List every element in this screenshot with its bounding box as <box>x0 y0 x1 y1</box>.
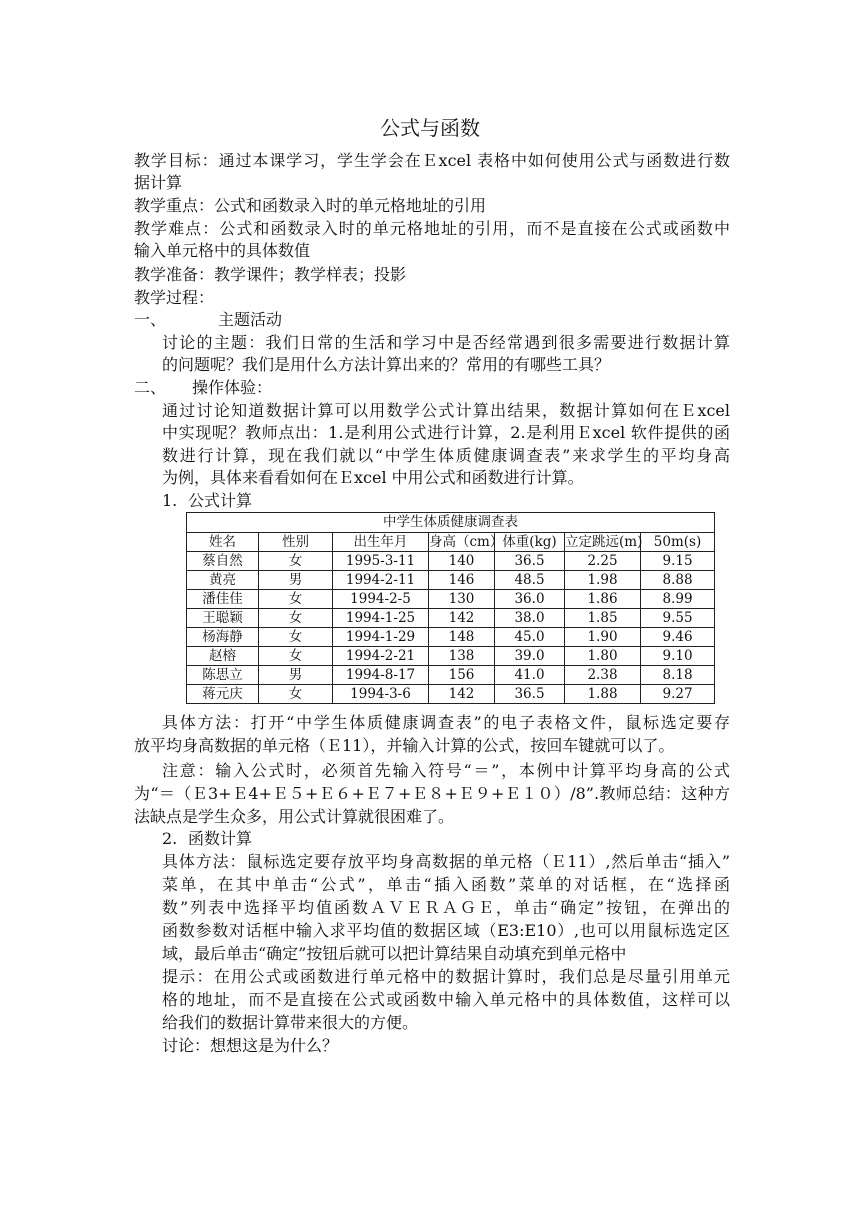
discussion-line-2: 的问题呢？我们是用什么方法计算出来的？常用的有哪些工具？ <box>162 355 611 374</box>
header-birth-date: 出生年月 <box>333 533 429 552</box>
cell-birth-date: 1994-2-21 <box>333 647 429 666</box>
cell-weight: 41.0 <box>495 666 565 685</box>
cell-weight: 48.5 <box>495 571 565 590</box>
cell-long-jump: 1.90 <box>565 628 641 647</box>
note-line-1: 注意：输入公式时，必须首先输入符号“＝”，本例中计算平均身高的公式 <box>162 761 730 780</box>
cell-birth-date: 1994-2-11 <box>333 571 429 590</box>
method-2-line-4: 函数参数对话框中输入求平均值的数据区域（E3:E10）,也可以用鼠标选定区 <box>162 921 730 940</box>
cell-gender: 女 <box>259 685 333 704</box>
cell-long-jump: 1.85 <box>565 609 641 628</box>
section-2-number: 二、 <box>134 378 167 397</box>
cell-weight: 39.0 <box>495 647 565 666</box>
cell-50m: 9.10 <box>641 647 715 666</box>
cell-height: 148 <box>429 628 495 647</box>
cell-name: 赵榕 <box>187 647 259 666</box>
method-2-line-5: 域，最后单击“确定”按钮后就可以把计算结果自动填充到单元格中 <box>162 944 627 963</box>
note-line-2: 为“＝（Ｅ3+Ｅ4+Ｅ５+Ｅ６+Ｅ７+Ｅ８+Ｅ９+Ｅ１０）/8”.教师总结：这种方 <box>134 784 730 803</box>
table-header-row <box>187 533 715 552</box>
operation-line-2: 中实现呢？教师点出：1.是利用公式进行计算，2.是利用Ｅxcel 软件提供的函 <box>162 423 730 442</box>
method-2-line-3: 数”列表中选择平均值函数ＡＶＥＲＡＧＥ，单击“确定”按钮，在弹出的 <box>162 898 730 917</box>
table-row <box>187 571 715 590</box>
cell-height: 156 <box>429 666 495 685</box>
operation-line-3: 数进行计算，现在我们就以“中学生体质健康调查表”来求学生的平均身高 <box>162 446 730 465</box>
cell-long-jump: 2.25 <box>565 552 641 571</box>
tip-line-3: 给我们的数据计算带来很大的方便。 <box>162 1013 419 1032</box>
operation-line-4: 为例，具体来看看如何在Ｅxcel 中用公式和函数进行计算。 <box>162 468 584 487</box>
method-1-line-2: 放平均身高数据的单元格（Ｅ11），并输入计算的公式，按回车键就可以了。 <box>134 736 675 755</box>
cell-name: 王聪颖 <box>187 609 259 628</box>
table-row <box>187 609 715 628</box>
cell-long-jump: 1.88 <box>565 685 641 704</box>
cell-long-jump: 1.80 <box>565 647 641 666</box>
header-height: 身高（cm） <box>429 533 504 550</box>
cell-name: 蒋元庆 <box>187 685 259 704</box>
cell-weight: 45.0 <box>495 628 565 647</box>
cell-gender: 男 <box>259 571 333 590</box>
table-row <box>187 685 715 704</box>
cell-birth-date: 1994-3-6 <box>333 685 429 704</box>
cell-50m: 9.46 <box>641 628 715 647</box>
teaching-difficulty-line-2: 输入单元格中的具体数值 <box>134 241 311 260</box>
table-row <box>187 628 715 647</box>
discussion-line-1: 讨论的主题：我们日常的生活和学习中是否经常遇到很多需要进行数据计算 <box>162 333 730 352</box>
cell-name: 陈思立 <box>187 666 259 685</box>
header-50m: 50m(s) <box>641 533 715 552</box>
cell-gender: 女 <box>259 552 333 571</box>
section-1-number: 一、 <box>134 310 167 329</box>
cell-height: 138 <box>429 647 495 666</box>
cell-name: 杨海静 <box>187 628 259 647</box>
tip-line-2: 格的地址，而不是直接在公式或函数中输入单元格中的具体数值，这样可以 <box>162 990 730 1009</box>
method-2-line-1: 具体方法：鼠标选定要存放平均身高数据的单元格（Ｅ11）,然后单击“插入” <box>162 852 730 871</box>
cell-name: 黄亮 <box>187 571 259 590</box>
teaching-focus: 教学重点：公式和函数录入时的单元格地址的引用 <box>134 196 487 215</box>
page-title: 公式与函数 <box>380 116 480 140</box>
section-1-heading: 主题活动 <box>218 310 283 329</box>
table-row <box>187 552 715 571</box>
cell-gender: 女 <box>259 609 333 628</box>
cell-height: 146 <box>429 571 495 590</box>
cell-name: 蔡自然 <box>187 552 259 571</box>
header-weight: 体重(kg) <box>495 533 565 552</box>
teaching-difficulty-line-1: 教学难点：公式和函数录入时的单元格地址的引用，而不是直接在公式或函数中 <box>134 219 730 238</box>
cell-name: 潘佳佳 <box>187 590 259 609</box>
cell-birth-date: 1994-8-17 <box>333 666 429 685</box>
teaching-preparation: 教学准备：教学课件；教学样表；投影 <box>134 265 407 284</box>
cell-long-jump: 1.86 <box>565 590 641 609</box>
cell-50m: 8.88 <box>641 571 715 590</box>
cell-weight: 36.5 <box>495 685 565 704</box>
cell-weight: 36.5 <box>495 552 565 571</box>
cell-weight: 38.0 <box>495 609 565 628</box>
cell-birth-date: 1994-1-25 <box>333 609 429 628</box>
cell-gender: 男 <box>259 666 333 685</box>
cell-height: 142 <box>429 609 495 628</box>
cell-birth-date: 1995-3-11 <box>333 552 429 571</box>
cell-50m: 9.15 <box>641 552 715 571</box>
cell-birth-date: 1994-1-29 <box>333 628 429 647</box>
cell-50m: 9.55 <box>641 609 715 628</box>
teaching-goal-line-2: 据计算 <box>134 173 183 192</box>
cell-gender: 女 <box>259 628 333 647</box>
cell-gender: 女 <box>259 647 333 666</box>
subsection-1-heading: 公式计算 <box>188 491 253 510</box>
cell-50m: 8.18 <box>641 666 715 685</box>
subsection-2-heading: 函数计算 <box>188 829 253 848</box>
cell-50m: 9.27 <box>641 685 715 704</box>
cell-long-jump: 2.38 <box>565 666 641 685</box>
note-line-3: 法缺点是学生众多，用公式计算就很困难了。 <box>134 807 455 826</box>
cell-birth-date: 1994-2-5 <box>333 590 429 609</box>
cell-height: 140 <box>429 552 495 571</box>
cell-50m: 8.99 <box>641 590 715 609</box>
cell-gender: 女 <box>259 590 333 609</box>
discussion-question: 讨论：想想这是为什么？ <box>162 1036 339 1055</box>
cell-long-jump: 1.98 <box>565 571 641 590</box>
tip-line-1: 提示：在用公式或函数进行单元格中的数据计算时，我们总是尽量引用单元 <box>162 967 730 986</box>
header-name: 姓名 <box>187 533 259 552</box>
teaching-goal-line-1: 教学目标：通过本课学习，学生学会在Ｅxcel 表格中如何使用公式与函数进行数 <box>134 151 730 170</box>
section-2-heading: 操作体验： <box>192 378 273 397</box>
health-survey-table <box>186 512 715 704</box>
table-row <box>187 666 715 685</box>
subsection-1-number: 1. <box>162 491 178 510</box>
cell-weight: 36.0 <box>495 590 565 609</box>
cell-height: 142 <box>429 685 495 704</box>
header-long-jump: 立定跳远(m) <box>565 533 643 550</box>
table-caption: 中学生体质健康调查表 <box>187 513 715 533</box>
table-row <box>187 647 715 666</box>
method-2-line-2: 菜单，在其中单击“公式”，单击“插入函数”菜单的对话框，在“选择函 <box>162 875 730 894</box>
subsection-2-number: 2. <box>162 829 178 848</box>
cell-height: 130 <box>429 590 495 609</box>
table-row <box>187 590 715 609</box>
method-1-line-1: 具体方法：打开“中学生体质健康调查表”的电子表格文件，鼠标选定要存 <box>162 713 730 732</box>
teaching-process-heading: 教学过程： <box>134 288 215 307</box>
header-gender: 性别 <box>259 533 333 552</box>
operation-line-1: 通过讨论知道数据计算可以用数学公式计算出结果，数据计算如何在Ｅxcel <box>162 401 730 420</box>
